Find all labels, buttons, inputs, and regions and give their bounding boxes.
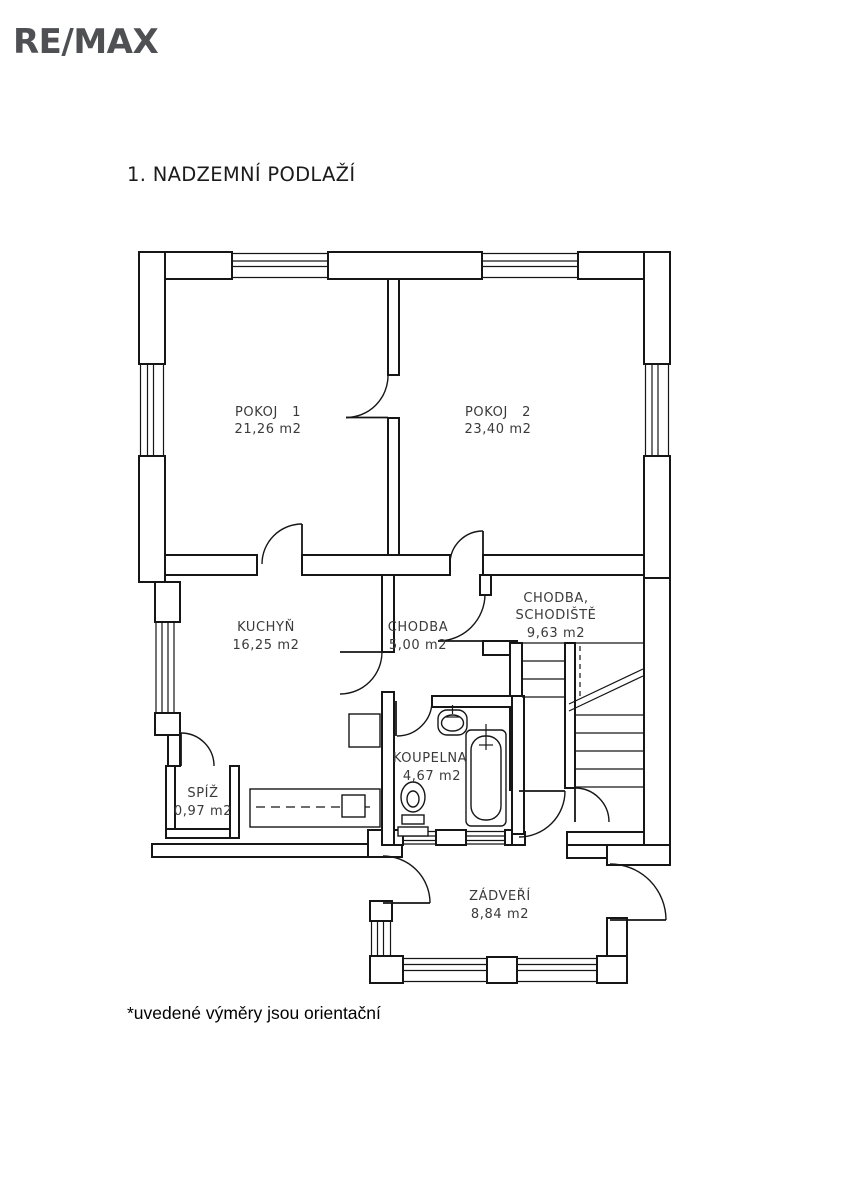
toilet-icon (398, 782, 428, 836)
room-label-zadveri: ZÁDVEŘÍ (469, 889, 531, 904)
room-label-pokoj2: POKOJ 2 (464, 405, 532, 420)
room-label-spiz: SPÍŽ (187, 786, 219, 801)
window-zadveri-left (370, 921, 392, 956)
bathtub-icon (466, 724, 506, 826)
room-label-chodba: CHODBA (387, 620, 449, 635)
room-label-chodba-schodiste-2: SCHODIŠTĚ (515, 608, 597, 623)
door-spiz (181, 733, 214, 766)
room-label-koupelna: KOUPELNA (392, 751, 468, 766)
room-label-pokoj1: POKOJ 1 (234, 405, 302, 420)
door-entry (610, 864, 666, 920)
remax-logo: RE/MAX (13, 22, 159, 62)
footnote-text: *uvedené výměry jsou orientační (127, 1003, 381, 1023)
room-area-chodba-schodiste: 9,63 m2 (526, 626, 586, 641)
door-schodiste-bottom (575, 788, 609, 822)
door-pokoj1-pokoj2 (346, 376, 388, 418)
room-area-pokoj2: 23,40 m2 (464, 422, 532, 437)
room-label-kuchyn: KUCHYŇ (237, 620, 295, 635)
staircase (522, 643, 644, 788)
door-corridor-zadveri (519, 791, 565, 837)
kitchen-counter (250, 714, 380, 827)
door-pokoj1 (262, 524, 302, 564)
door-zadveri-kuchyn (383, 856, 430, 903)
window-pokoj2-top (482, 254, 578, 278)
door-kuchyn-chodba (340, 652, 382, 694)
door-koupelna (396, 701, 432, 736)
room-label-chodba-schodiste-1: CHODBA, (523, 591, 589, 606)
room-area-kuchyn: 16,25 m2 (232, 638, 300, 653)
room-area-pokoj1: 21,26 m2 (234, 422, 302, 437)
room-area-spiz: 0,97 m2 (173, 804, 233, 819)
window-kuchyn-left (155, 622, 180, 713)
room-area-koupelna: 4,67 m2 (402, 769, 462, 784)
room-area-chodba: 5,00 m2 (388, 638, 448, 653)
window-zadveri-bottom (403, 957, 597, 983)
page-title: 1. NADZEMNÍ PODLAŽÍ (127, 163, 356, 186)
window-pokoj1-top (232, 254, 328, 278)
room-area-zadveri: 8,84 m2 (470, 907, 530, 922)
window-pokoj1-left (139, 364, 165, 456)
window-pokoj2-right (644, 364, 670, 456)
kitchen-appliance (349, 714, 380, 747)
sink-icon (438, 705, 467, 735)
door-pokoj2 (450, 531, 483, 564)
